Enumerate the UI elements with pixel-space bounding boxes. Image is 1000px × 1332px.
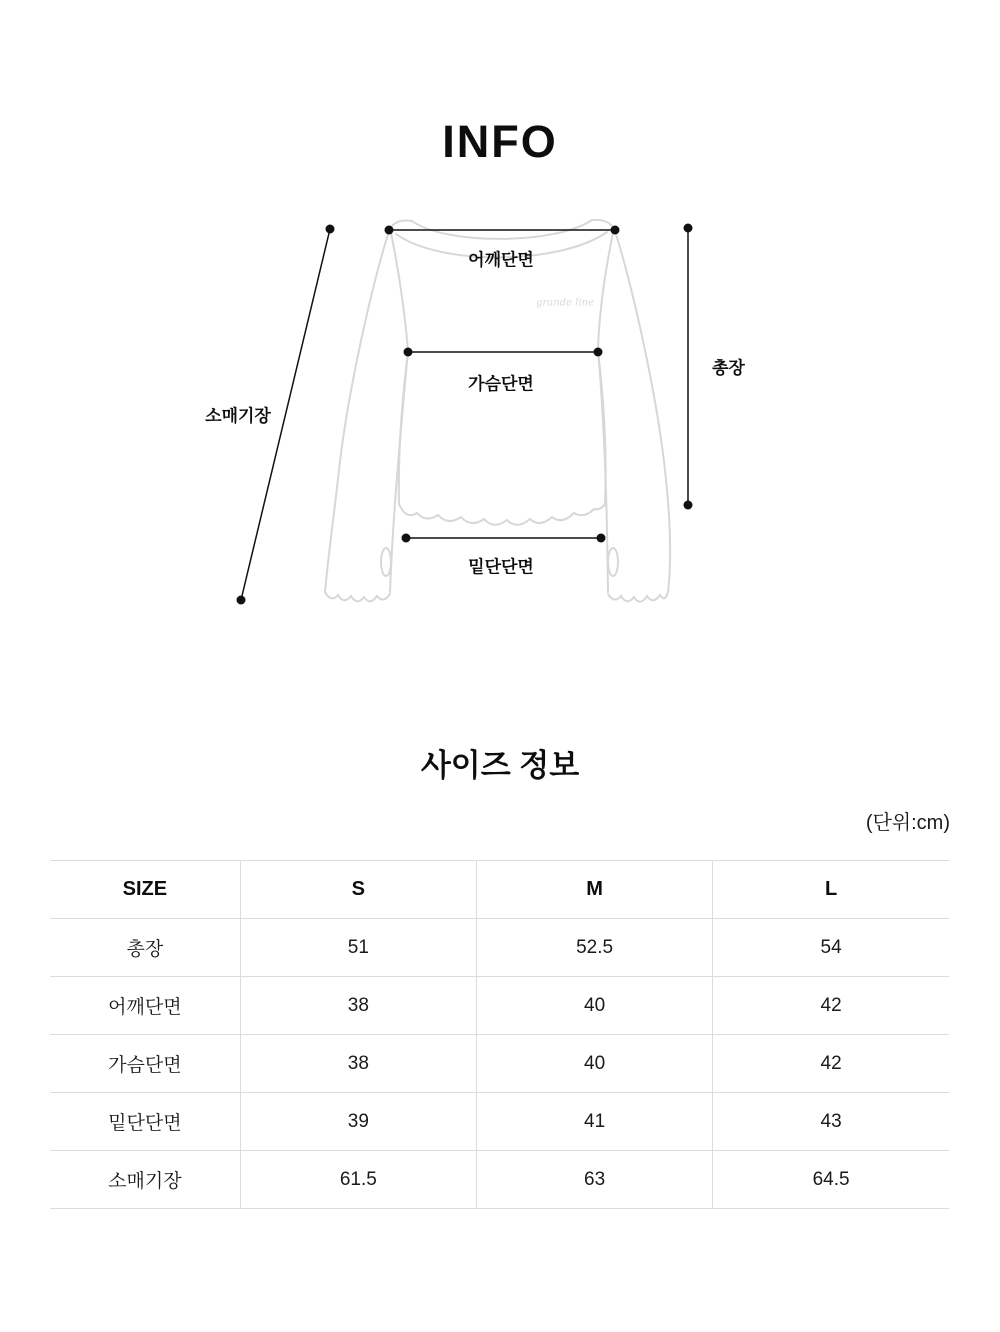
size-table-header-l: L <box>713 861 949 919</box>
size-table <box>50 860 949 1209</box>
diagram-label-chest: 가슴단면 <box>468 374 534 394</box>
table-row-sleeve <box>50 1151 949 1209</box>
size-table-header-row <box>50 861 949 919</box>
cell-value: 38 <box>240 1035 476 1093</box>
size-section-heading: 사이즈 정보 <box>420 748 580 783</box>
cell-value: 40 <box>476 1035 712 1093</box>
size-table-header-m: M <box>476 861 712 919</box>
cell-value: 41 <box>476 1093 712 1151</box>
measurement-lines <box>237 224 693 605</box>
size-table-header-size: SIZE <box>50 861 240 919</box>
table-row-shoulder <box>50 977 949 1035</box>
garment-sketch <box>325 220 670 602</box>
table-row-chest <box>50 1035 949 1093</box>
cell-value: 52.5 <box>476 919 712 977</box>
row-label: 어깨단면 <box>50 977 240 1035</box>
cell-value: 38 <box>240 977 476 1035</box>
diagram-label-total-length: 총장 <box>712 358 745 378</box>
cell-value: 64.5 <box>713 1151 949 1209</box>
row-label: 소매기장 <box>50 1151 240 1209</box>
table-row-hem <box>50 1093 949 1151</box>
cell-value: 39 <box>240 1093 476 1151</box>
row-label: 가슴단면 <box>50 1035 240 1093</box>
row-label: 밑단단면 <box>50 1093 240 1151</box>
cell-value: 42 <box>713 977 949 1035</box>
cell-value: 42 <box>713 1035 949 1093</box>
garment-brand-text: grande line <box>536 297 594 309</box>
cell-value: 43 <box>713 1093 949 1151</box>
diagram-label-shoulder: 어깨단면 <box>468 250 534 270</box>
page-title: INFO <box>442 116 558 167</box>
cell-value: 51 <box>240 919 476 977</box>
cell-value: 54 <box>713 919 949 977</box>
table-row-total-length <box>50 919 949 977</box>
cell-value: 40 <box>476 977 712 1035</box>
diagram-label-sleeve-length: 소매기장 <box>205 406 271 426</box>
cell-value: 63 <box>476 1151 712 1209</box>
size-table-header-s: S <box>240 861 476 919</box>
row-label: 총장 <box>50 919 240 977</box>
diagram-label-hem: 밑단단면 <box>468 557 534 577</box>
cell-value: 61.5 <box>240 1151 476 1209</box>
unit-note: (단위:cm) <box>865 812 950 834</box>
